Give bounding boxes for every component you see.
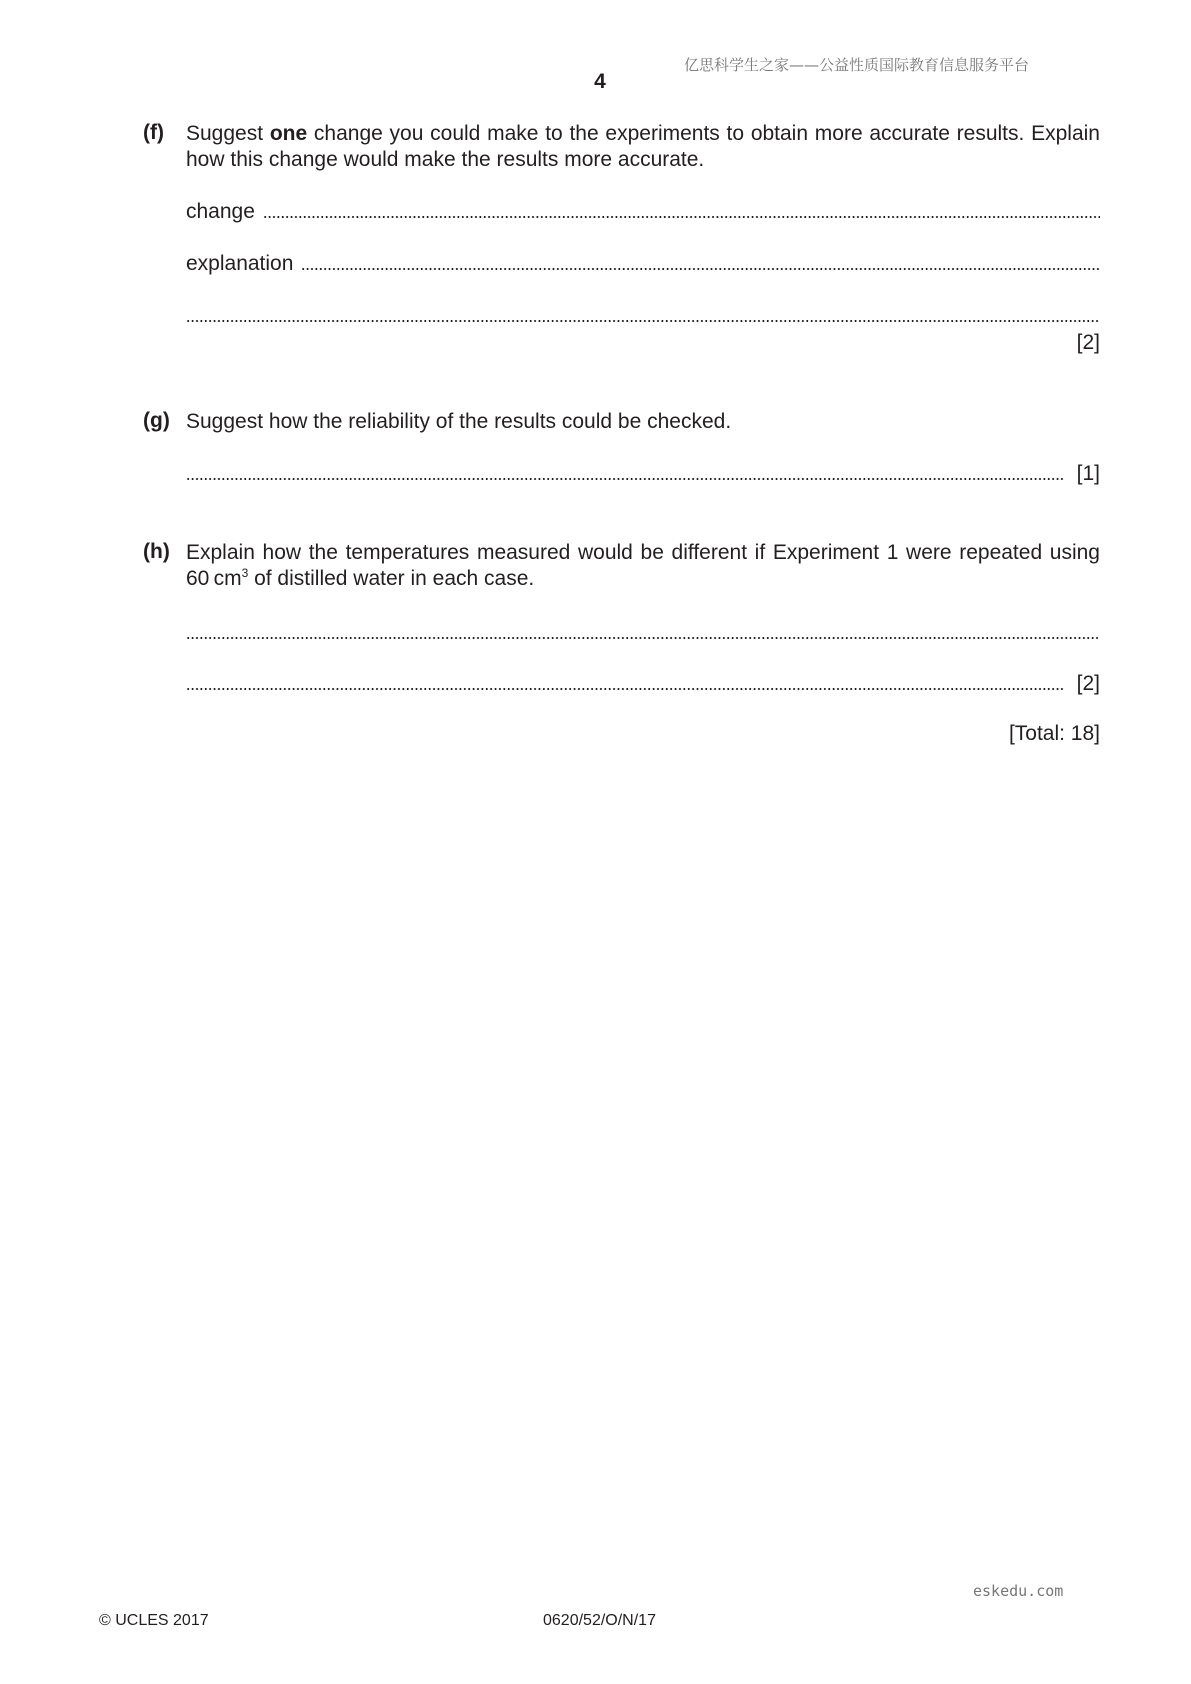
header-watermark: 亿思科学生之家——公益性质国际教育信息服务平台 [684, 56, 1030, 74]
footer-watermark: eskedu.com [973, 1582, 1064, 1600]
answer-line-explanation-2[interactable] [186, 300, 1100, 328]
total-mark: [Total: 18] [1008, 722, 1100, 745]
answer-line-h-1[interactable] [186, 617, 1100, 645]
question-f-mark: [2] [1076, 331, 1100, 354]
dotted-line [186, 477, 1065, 481]
answer-line-explanation[interactable] [186, 248, 1100, 276]
question-f-label: (f) [143, 121, 164, 144]
change-label: change [186, 200, 255, 223]
superscript-3: 3 [241, 566, 249, 580]
question-f-text: Suggest one change you could make to the experiments to obtain more accurate results. Explain how this change would make the results more accurate. [186, 122, 1100, 171]
dotted-line [186, 636, 1100, 640]
page-number: 4 [594, 70, 606, 93]
question-g-label: (g) [143, 409, 170, 432]
dotted-line [263, 215, 1100, 219]
question-g-text: Suggest how the reliability of the results could be checked. [186, 410, 732, 433]
dotted-line [301, 267, 1100, 271]
question-h-label: (h) [143, 540, 170, 563]
answer-line-g[interactable] [186, 458, 1100, 486]
question-g-mark: [1] [1076, 462, 1100, 485]
copyright: © UCLES 2017 [99, 1612, 209, 1629]
dotted-line [186, 687, 1065, 691]
answer-line-change[interactable] [186, 196, 1100, 224]
explanation-label: explanation [186, 252, 294, 275]
emphasis-one: one [269, 122, 308, 145]
question-h-text: Explain how the temperatures measured would be different if Experiment 1 were repeated using 60 $cm^3$ of distilled water in each case. [186, 541, 1100, 590]
dotted-line [186, 319, 1100, 323]
question-h-mark: [2] [1076, 672, 1100, 695]
answer-line-h-2[interactable] [186, 668, 1100, 696]
paper-code: 0620/52/O/N/17 [543, 1612, 656, 1629]
